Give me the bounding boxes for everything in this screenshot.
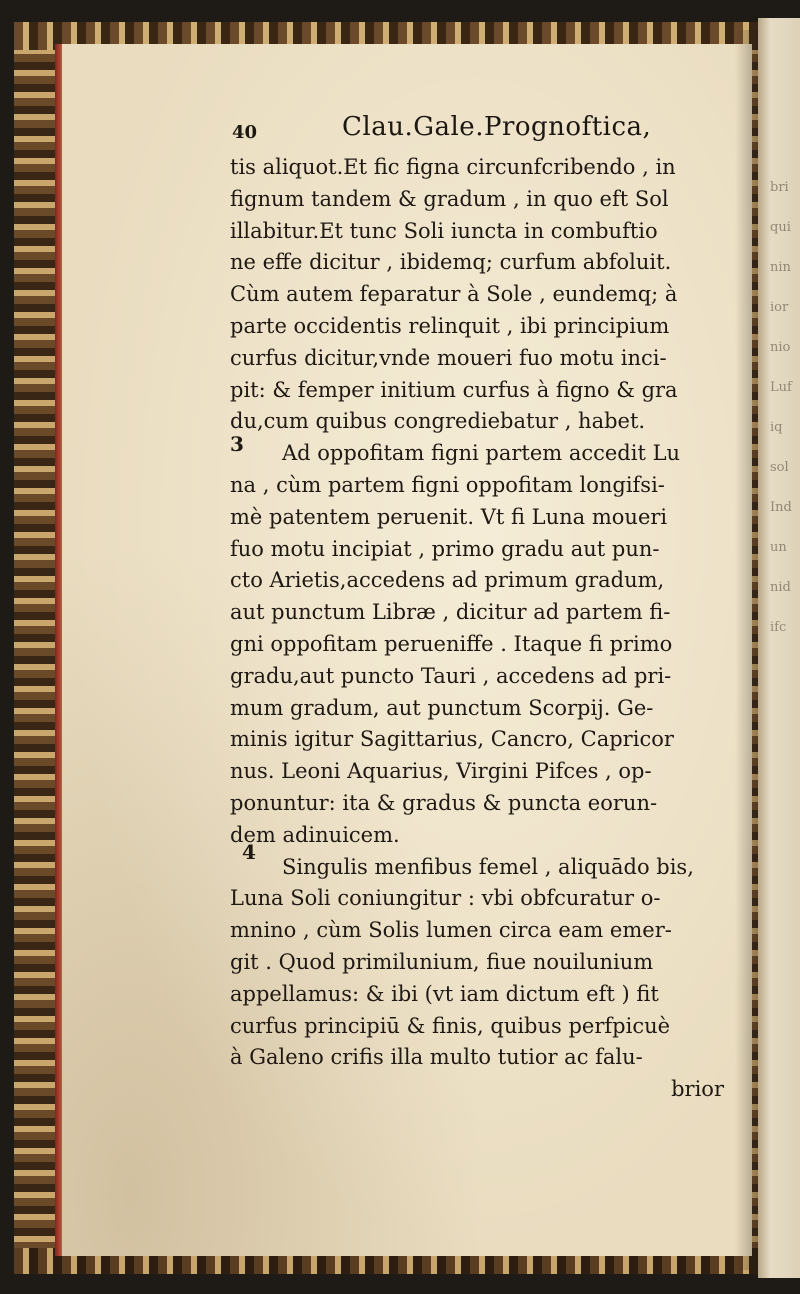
catchword: brior (671, 1077, 724, 1102)
facing-fragment: qui (770, 220, 791, 235)
page-header (232, 112, 732, 148)
text-line: git . Quod primilunium, fiue nouilunium (230, 949, 654, 974)
text-line: mum gradum, aut punctum Scorpij. Ge- (230, 695, 654, 720)
text-line: pit: & femper initium curfus à figno & gra (230, 377, 678, 402)
facing-fragment: Ind (770, 500, 792, 515)
text-line: cto Arietis,accedens ad primum gradum, (230, 568, 665, 593)
facing-fragment: nio (770, 340, 791, 355)
text-line: minis igitur Sagittarius, Cancro, Capricor (230, 727, 674, 752)
facing-fragment: sol (770, 460, 789, 475)
text-line: Cùm autem feparatur à Sole , eundemq; à (230, 282, 678, 307)
facing-page-strip (758, 18, 800, 1278)
text-line: curfus dicitur,vnde moueri fuo motu inci- (230, 345, 667, 370)
facing-fragment: Luf (770, 380, 792, 395)
text-line: Ad oppofitam figni partem accedit Lu (282, 441, 681, 466)
text-line: fignum tandem & gradum , in quo eft Sol (230, 186, 669, 211)
page-number: 40 (232, 122, 258, 143)
text-line: Singulis menfibus femel , aliquādo bis, (282, 854, 694, 879)
text-line: dem adinuicem. (230, 822, 400, 847)
text-line: na , cùm partem figni oppofitam longifsi- (230, 472, 665, 497)
text-line: Luna Soli coniungitur : vbi obfcuratur o- (230, 886, 661, 911)
facing-page-text (770, 168, 800, 648)
text-line: curfus principiū & finis, quibus perfpicuè (230, 1013, 671, 1038)
text-line: gradu,aut puncto Tauri , accedens ad pri- (230, 663, 672, 688)
text-line: tis aliquot.Et fic figna circunfcribendo , in (230, 155, 676, 179)
section-marker-3: 3 (230, 432, 244, 456)
text-line: mnino , cùm Solis lumen circa eam emer- (230, 918, 672, 943)
facing-fragment: ifc (770, 620, 787, 635)
facing-fragment: nid (770, 580, 791, 595)
text-line: à Galeno crifis illa multo tutior ac falu- (230, 1045, 643, 1070)
facing-fragment: un (770, 540, 787, 555)
text-line: du,cum quibus congrediebatur , habet. (230, 409, 646, 434)
facing-fragment: bri (770, 180, 789, 195)
text-line: parte occidentis relinquit , ibi principium (230, 313, 670, 338)
facing-fragment: nin (770, 260, 791, 275)
facing-fragment: ior (770, 300, 789, 315)
text-line: ponuntur: ita & gradus & puncta eorun- (230, 790, 658, 815)
facing-fragment: iq (770, 420, 783, 435)
text-line: fuo motu incipiat , primo gradu aut pun- (230, 536, 660, 561)
text-line: appellamus: & ibi (vt iam dictum eft ) fit (230, 981, 659, 1006)
text-line: illabitur.Et tunc Soli iuncta in combuftio (230, 218, 658, 243)
text-line: gni oppofitam perueniffe . Itaque fi primo (230, 631, 673, 656)
text-line: aut punctum Libræ , dicitur ad partem fi- (230, 600, 671, 625)
body-text (230, 152, 740, 1106)
text-line: ne effe dicitur , ibidemq; curfum abfoluit. (230, 250, 672, 275)
text-line: nus. Leoni Aquarius, Virgini Pifces , op- (230, 759, 652, 784)
running-head: Clau.Gale.Prognoftica, (342, 112, 652, 142)
text-line: mè patentem peruenit. Vt fi Luna moueri (230, 504, 668, 529)
section-marker-4: 4 (242, 840, 256, 864)
